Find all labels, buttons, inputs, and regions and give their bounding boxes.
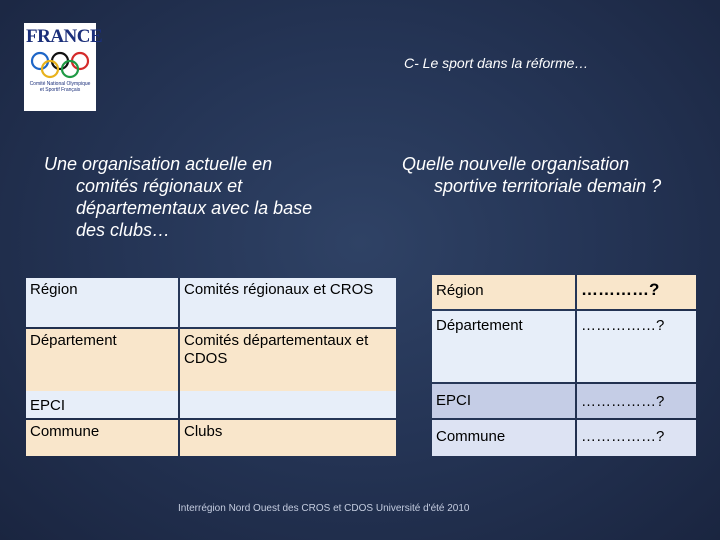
left-table-row-epci-structure: [180, 391, 396, 418]
right-table-row-commune-level: Commune: [432, 420, 575, 456]
right-table-row-departement-value: ……………?: [577, 311, 696, 382]
logo-word: FRANCE: [26, 26, 103, 47]
left-heading: [44, 153, 334, 241]
left-table-row-epci-level: EPCI: [26, 391, 178, 418]
left-table-row-commune-level: Commune: [26, 420, 178, 456]
left-table-row-departement-level: Département: [26, 329, 178, 391]
logo-subtitle-line2: et Sportif Français: [39, 87, 81, 93]
cnosf-logo: [24, 23, 103, 111]
right-table-row-region-level: Région: [432, 275, 575, 309]
logo-subtitle: [26, 81, 94, 93]
right-heading-rest: sportive territoriale demain ?: [434, 176, 662, 196]
left-table-row-region-level: Région: [26, 278, 178, 327]
right-heading: [402, 153, 702, 197]
right-table-row-departement-level: Département: [432, 311, 575, 382]
right-table-row-region-value: …………?: [577, 275, 696, 309]
left-heading-rest: comités régionaux et départementaux avec la base des clubs…: [76, 176, 313, 240]
right-table-row-epci-level: EPCI: [432, 384, 575, 418]
left-heading-line1: Une organisation actuelle en: [44, 154, 273, 174]
left-table-row-region-structure: Comités régionaux et CROS: [180, 278, 396, 327]
footer-text: Interrégion Nord Ouest des CROS et CDOS Université d'été 2010: [178, 503, 470, 514]
left-table-row-departement-structure: Comités départementaux et CDOS: [180, 329, 396, 391]
right-table-row-commune-value: ……………?: [577, 420, 696, 456]
logo-subtitle-line1: Comité National Olympique: [29, 81, 91, 87]
slide-subtitle: C- Le sport dans la réforme…: [404, 55, 589, 71]
right-heading-line1: Quelle nouvelle organisation: [402, 154, 630, 174]
right-table-row-epci-value: ……………?: [577, 384, 696, 418]
left-table-row-commune-structure: Clubs: [180, 420, 396, 456]
olympic-rings-icon: [28, 51, 92, 79]
